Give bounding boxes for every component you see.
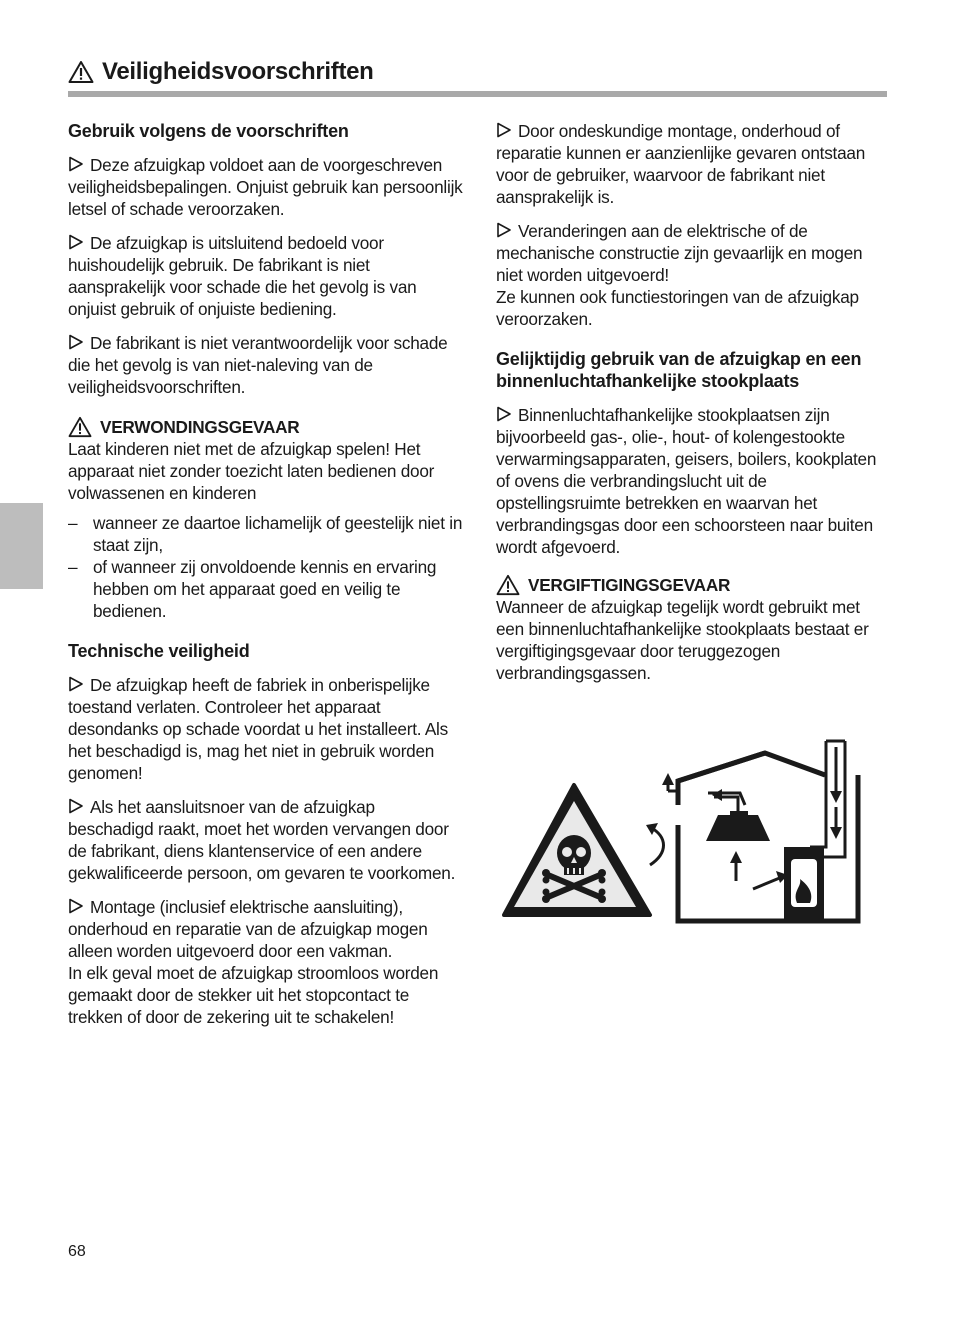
page-title xyxy=(68,58,374,86)
bullet-triangle-icon xyxy=(68,798,84,814)
bullet-triangle-icon xyxy=(68,676,84,692)
paragraph: Binnenluchtafhankelijke stookplaatsen zijn bijvoorbeeld gas-, olie-, hout- of kolengestookte verwarmingsapparaten, geisers, boilers, kookplaten of ovens die verbrandingslucht uit de opstellingsruimte betrekken en waarvan het verbrandingsgas door een schoorsteen naar buiten wordt afgevoerd. xyxy=(496,405,877,557)
dash-list xyxy=(68,512,463,622)
warning-heading-vergiftiging: VERGIFTIGINGSGEVAAR xyxy=(496,574,888,596)
header-rule xyxy=(68,91,887,97)
left-column xyxy=(68,120,463,1040)
bullet-triangle-icon xyxy=(496,122,512,138)
section-heading-gebruik: Gebruik volgens de voorschriften xyxy=(68,121,349,141)
section-heading-gelijktijdig: Gelijktijdig gebruik van de afzuigkap en een binnenluchtafhankelijke stookplaats xyxy=(496,349,862,391)
warning-triangle-icon xyxy=(68,60,94,84)
paragraph: In elk geval moet de afzuigkap stroomloos worden gemaakt door de stekker uit het stopcontact te trekken of door de zekering uit te schakelen! xyxy=(68,963,439,1027)
warning-triangle-icon xyxy=(496,574,520,596)
bullet-triangle-icon xyxy=(496,406,512,422)
list-item: – wanneer ze daartoe lichamelijk of geestelijk niet in staat zijn, xyxy=(68,512,463,556)
paragraph: Deze afzuigkap voldoet aan de voorgeschreven veiligheidsbepalingen. Onjuist gebruik kan persoonlijk letsel of schade veroorzaken. xyxy=(68,155,463,219)
list-item: – of wanneer zij onvoldoende kennis en ervaring hebben om het apparaat goed en veilig te bedienen. xyxy=(68,556,463,622)
side-tab-marker xyxy=(0,503,43,589)
section-heading-technische: Technische veiligheid xyxy=(68,641,250,661)
paragraph: De fabrikant is niet verantwoordelijk voor schade die het gevolg is van niet-naleving van de veiligheidsvoorschriften. xyxy=(68,333,448,397)
paragraph: De afzuigkap heeft de fabriek in onberispelijke toestand verlaten. Controleer het apparaat desondanks op schade voordat u het installeert. Als het beschadigd is, mag het niet in gebruik worden genomen! xyxy=(68,675,448,783)
paragraph: Montage (inclusief elektrische aansluiting), onderhoud en reparatie van de afzuigkap mogen alleen worden uitgevoerd door een vakman. xyxy=(68,897,428,961)
paragraph: Als het aansluitsnoer van de afzuigkap beschadigd raakt, moet het worden vervangen door de fabrikant, diens klantenservice of een andere gekwalificeerde persoon, om gevaren te voorkomen. xyxy=(68,797,456,883)
right-column xyxy=(496,120,888,692)
house-ventilation-diagram xyxy=(650,741,858,921)
page-title-text: Veiligheidsvoorschriften xyxy=(102,58,374,85)
poison-hazard-illustration xyxy=(500,735,870,930)
bullet-triangle-icon xyxy=(68,898,84,914)
bullet-triangle-icon xyxy=(496,222,512,238)
skull-warning-sign-icon xyxy=(504,785,650,915)
page-number: 68 xyxy=(68,1243,86,1260)
warning-heading-verwonding: VERWONDINGSGEVAAR xyxy=(68,416,463,438)
bullet-triangle-icon xyxy=(68,334,84,350)
warning-triangle-icon xyxy=(68,416,92,438)
paragraph: De afzuigkap is uitsluitend bedoeld voor huishoudelijk gebruik. De fabrikant is niet aansprakelijk voor schade die het gevolg is van onjuist gebruik of onjuiste bediening. xyxy=(68,233,417,319)
paragraph: Ze kunnen ook functiestoringen van de afzuigkap veroorzaken. xyxy=(496,287,859,329)
bullet-triangle-icon xyxy=(68,156,84,172)
warning-text: Laat kinderen niet met de afzuigkap spelen! Het apparaat niet zonder toezicht laten bedienen door volwassenen en kinderen xyxy=(68,439,435,503)
warning-text: Wanneer de afzuigkap tegelijk wordt gebruikt met een binnenluchtafhankelijke stookplaats bestaat er vergiftigingsgevaar door teruggezogen verbrandingsgassen. xyxy=(496,597,869,683)
paragraph: Veranderingen aan de elektrische of de mechanische constructie zijn gevaarlijk en mogen niet worden uitgevoerd! xyxy=(496,221,863,285)
bullet-triangle-icon xyxy=(68,234,84,250)
paragraph: Door ondeskundige montage, onderhoud of reparatie kunnen er aanzienlijke gevaren ontstaan voor de gebruiker, waarvoor de fabrikant niet aansprakelijk is. xyxy=(496,121,865,207)
